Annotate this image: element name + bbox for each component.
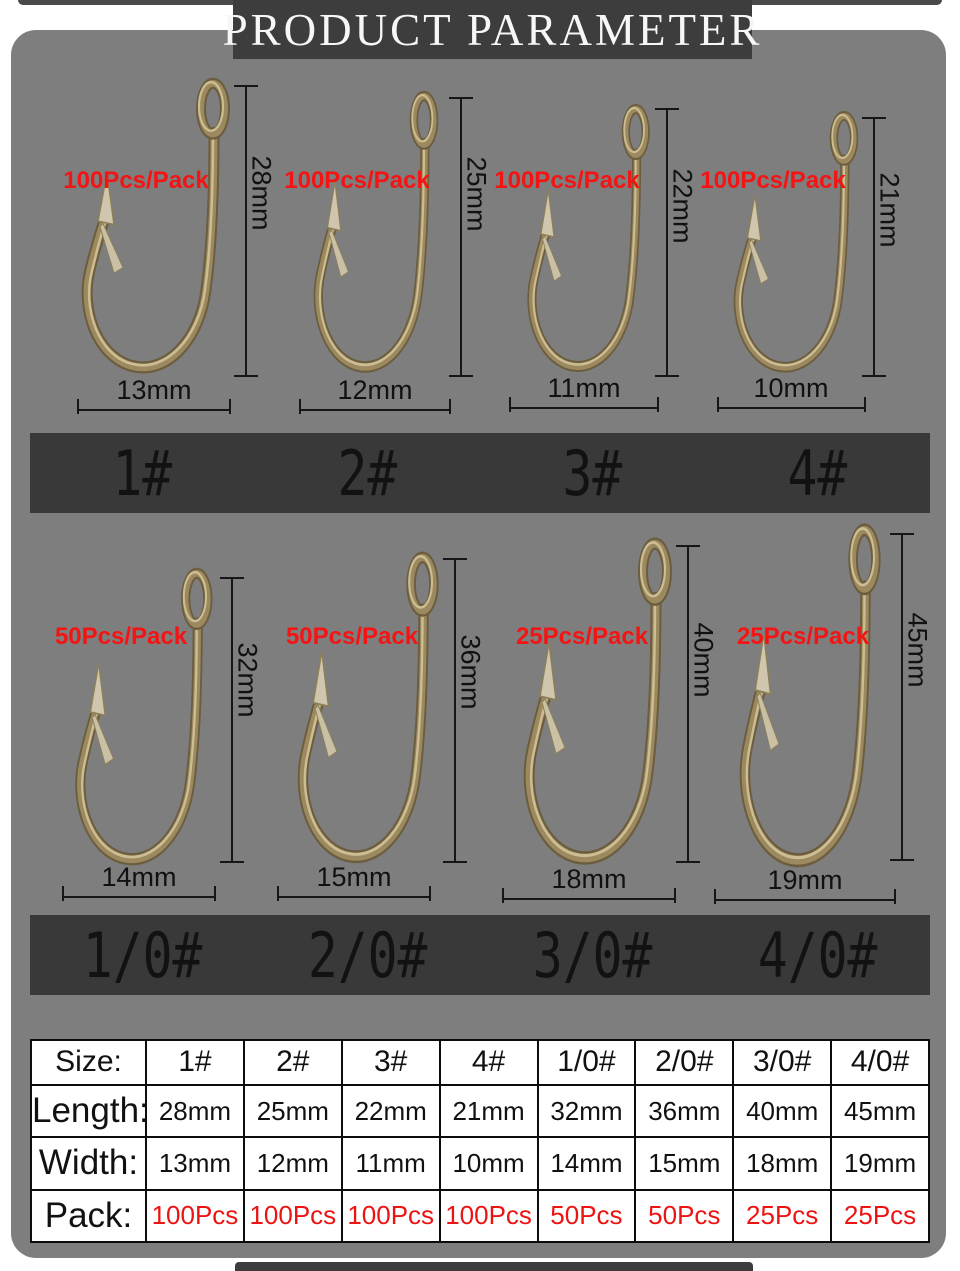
table-cell: 22mm [342, 1085, 440, 1137]
width-dimension-line [300, 409, 450, 411]
table-cell: 11mm [342, 1137, 440, 1189]
table-row-size [31, 1040, 929, 1085]
row-label-pack: Pack: [31, 1190, 146, 1242]
fish-hook-photo [718, 113, 886, 396]
pack-count-label: 100Pcs/Pack [284, 167, 430, 194]
table-cell: 28mm [146, 1085, 244, 1137]
table-cell-pack: 100Pcs [342, 1190, 440, 1242]
table-row-pack [31, 1190, 929, 1242]
table-cell: 36mm [635, 1085, 733, 1137]
width-dimension-label: 15mm [316, 862, 392, 892]
length-dimension-line [245, 85, 247, 377]
fish-hook-photo [298, 93, 466, 398]
width-dimension-label: 13mm [116, 375, 192, 405]
page-title: PRODUCT PARAMETER [222, 4, 763, 55]
width-dimension-line [278, 896, 430, 898]
fish-hook-photo [505, 540, 705, 894]
length-dimension-label: 32mm [232, 642, 263, 718]
table-cell: 12mm [244, 1137, 342, 1189]
spec-table [30, 1039, 930, 1243]
length-dimension-line [687, 545, 689, 863]
width-dimension-line [718, 407, 865, 409]
width-dimension-line [510, 407, 658, 409]
width-dimension-line [715, 899, 895, 901]
table-cell: 25mm [244, 1085, 342, 1137]
row-label-length: Length: [31, 1085, 146, 1137]
table-cell: 4# [440, 1040, 538, 1085]
length-dimension-label: 25mm [461, 156, 492, 232]
table-cell: 2/0# [635, 1040, 733, 1085]
size-label-1-0: 1/0# [82, 918, 203, 992]
size-band-row2 [30, 915, 930, 995]
width-dimension-label: 19mm [767, 865, 843, 895]
row-label-width: Width: [31, 1137, 146, 1189]
next-section-banner-edge [235, 1262, 753, 1271]
size-label-4: 4# [787, 436, 848, 510]
pack-count-label: 25Pcs/Pack [515, 623, 649, 650]
table-cell: 3/0# [733, 1040, 831, 1085]
table-cell: 40mm [733, 1085, 831, 1137]
table-cell: 10mm [440, 1137, 538, 1189]
table-cell: 1/0# [538, 1040, 636, 1085]
length-dimension-label: 21mm [874, 172, 905, 248]
length-dimension-label: 40mm [688, 622, 719, 698]
fish-hook-photo [722, 526, 912, 898]
section-title-banner [222, 0, 763, 59]
size-label-4-0: 4/0# [757, 918, 878, 992]
pack-count-label: 50Pcs/Pack [54, 623, 188, 650]
size-label-1: 1# [112, 436, 173, 510]
table-cell-pack: 50Pcs [538, 1190, 636, 1242]
table-cell: 3# [342, 1040, 440, 1085]
size-label-2-0: 2/0# [307, 918, 428, 992]
table-row-length [31, 1085, 929, 1137]
table-cell: 18mm [733, 1137, 831, 1189]
table-cell: 32mm [538, 1085, 636, 1137]
length-dimension-line [901, 533, 903, 861]
length-dimension-label: 28mm [246, 155, 277, 231]
table-cell: 21mm [440, 1085, 538, 1137]
table-cell: 15mm [635, 1137, 733, 1189]
width-dimension-line [503, 898, 675, 900]
width-dimension-label: 11mm [547, 373, 621, 403]
size-label-3-0: 3/0# [532, 918, 653, 992]
table-cell-pack: 25Pcs [733, 1190, 831, 1242]
pack-count-label: 100Pcs/Pack [700, 167, 846, 194]
table-cell: 19mm [831, 1137, 929, 1189]
width-dimension-label: 12mm [337, 375, 413, 405]
pack-count-label: 100Pcs/Pack [63, 167, 209, 194]
table-cell: 45mm [831, 1085, 929, 1137]
fish-hook-photo [58, 570, 243, 892]
fish-hook-photo [512, 106, 677, 396]
table-cell-pack: 25Pcs [831, 1190, 929, 1242]
size-label-3: 3# [562, 436, 623, 510]
table-cell-pack: 100Pcs [244, 1190, 342, 1242]
table-cell: 2# [244, 1040, 342, 1085]
table-cell: 14mm [538, 1137, 636, 1189]
table-cell-pack: 100Pcs [146, 1190, 244, 1242]
pack-count-label: 50Pcs/Pack [285, 623, 419, 650]
fish-hook-photo [63, 80, 263, 400]
length-dimension-line [460, 97, 462, 377]
length-dimension-line [231, 577, 233, 863]
length-dimension-label: 36mm [455, 634, 486, 710]
table-cell: 4/0# [831, 1040, 929, 1085]
width-dimension-label: 10mm [753, 373, 829, 403]
width-dimension-label: 18mm [551, 864, 627, 894]
size-band-row1 [30, 433, 930, 513]
table-cell: 13mm [146, 1137, 244, 1189]
pack-count-label: 100Pcs/Pack [494, 167, 640, 194]
width-dimension-label: 14mm [101, 862, 177, 892]
size-label-2: 2# [337, 436, 398, 510]
width-dimension-line [78, 409, 230, 411]
fish-hook-photo [280, 554, 470, 891]
table-row-width [31, 1137, 929, 1189]
pack-count-label: 25Pcs/Pack [736, 623, 870, 650]
table-cell-pack: 50Pcs [635, 1190, 733, 1242]
length-dimension-line [454, 558, 456, 863]
length-dimension-label: 22mm [667, 168, 698, 244]
row-label-size: Size: [31, 1040, 146, 1085]
table-cell: 1# [146, 1040, 244, 1085]
length-dimension-label: 45mm [902, 612, 933, 688]
table-cell-pack: 100Pcs [440, 1190, 538, 1242]
width-dimension-line [63, 896, 215, 898]
